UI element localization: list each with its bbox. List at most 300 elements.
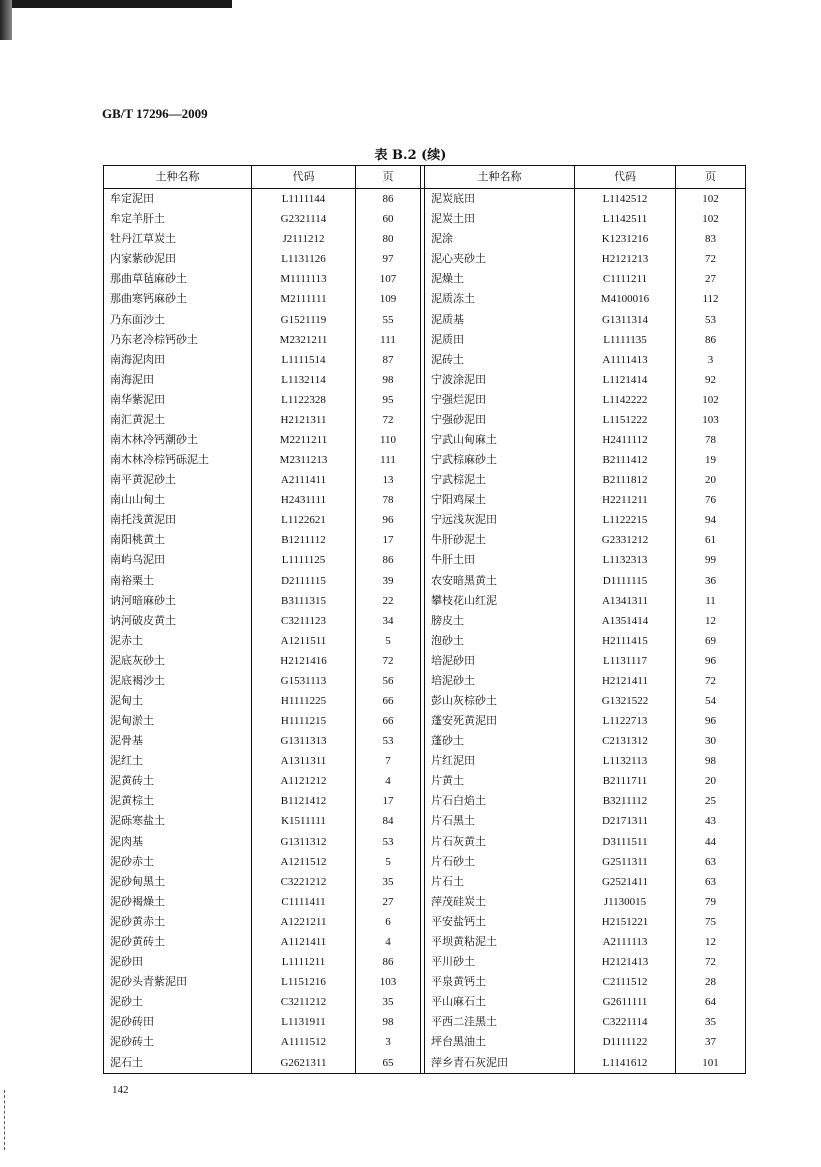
table-row xyxy=(104,1012,746,1032)
scan-edge-bar xyxy=(0,0,232,8)
page-ref-left: 17 xyxy=(356,791,421,811)
page-ref-right: 72 xyxy=(676,249,746,269)
page-ref-left: 86 xyxy=(356,952,421,972)
table-row xyxy=(104,1052,746,1073)
page-ref-right: 112 xyxy=(676,289,746,309)
soil-name-right: 泥心夹砂土 xyxy=(425,249,575,269)
table-row xyxy=(104,229,746,249)
page-ref-right: 54 xyxy=(676,691,746,711)
soil-name-right: 平山麻石土 xyxy=(425,992,575,1012)
page-ref-left: 35 xyxy=(356,872,421,892)
page-ref-left: 3 xyxy=(356,1032,421,1052)
soil-code-right: J1130015 xyxy=(575,892,676,912)
soil-code-right: G2511311 xyxy=(575,852,676,872)
soil-name-right: 泡砂土 xyxy=(425,631,575,651)
page-ref-right: 78 xyxy=(676,430,746,450)
soil-name-left: 泥砂田 xyxy=(104,952,252,972)
header-page-right: 页 xyxy=(676,166,746,189)
page-ref-right: 101 xyxy=(676,1052,746,1073)
page-ref-right: 72 xyxy=(676,671,746,691)
soil-code-right: M4100016 xyxy=(575,289,676,309)
soil-name-left: 牡丹江草炭土 xyxy=(104,229,252,249)
table-row xyxy=(104,651,746,671)
soil-code-right: L1111135 xyxy=(575,330,676,350)
page-ref-left: 66 xyxy=(356,711,421,731)
soil-name-left: 泥赤土 xyxy=(104,631,252,651)
soil-name-right: 片红泥田 xyxy=(425,751,575,771)
page-ref-left: 65 xyxy=(356,1052,421,1073)
binding-margin-marks xyxy=(4,1090,7,1150)
page-ref-left: 53 xyxy=(356,832,421,852)
page-ref-right: 3 xyxy=(676,350,746,370)
page-ref-right: 99 xyxy=(676,550,746,570)
page-ref-left: 17 xyxy=(356,530,421,550)
soil-code-right: H2111415 xyxy=(575,631,676,651)
page-ref-left: 107 xyxy=(356,269,421,289)
soil-code-right: G2331212 xyxy=(575,530,676,550)
page-ref-right: 30 xyxy=(676,731,746,751)
table-row xyxy=(104,450,746,470)
soil-code-left: L1111514 xyxy=(252,350,356,370)
header-name-left: 土种名称 xyxy=(104,166,252,189)
soil-name-right: 宁强烂泥田 xyxy=(425,390,575,410)
soil-name-left: 泥砂头青紫泥田 xyxy=(104,972,252,992)
soil-name-left: 讷河破皮黄土 xyxy=(104,611,252,631)
soil-code-left: A2111411 xyxy=(252,470,356,490)
page-ref-right: 96 xyxy=(676,711,746,731)
page-ref-left: 96 xyxy=(356,510,421,530)
soil-name-right: 宁武棕泥土 xyxy=(425,470,575,490)
soil-name-right: 宁武山甸麻土 xyxy=(425,430,575,450)
table-row xyxy=(104,791,746,811)
page-ref-right: 53 xyxy=(676,309,746,329)
table-row xyxy=(104,289,746,309)
soil-code-left: M1111113 xyxy=(252,269,356,289)
soil-code-right: G1311314 xyxy=(575,309,676,329)
soil-name-right: 宁波涂泥田 xyxy=(425,370,575,390)
page-ref-right: 20 xyxy=(676,470,746,490)
soil-code-right: B3211112 xyxy=(575,791,676,811)
page-ref-right: 43 xyxy=(676,811,746,831)
page-ref-left: 55 xyxy=(356,309,421,329)
page-ref-left: 6 xyxy=(356,912,421,932)
soil-code-right: A1351414 xyxy=(575,611,676,631)
soil-name-left: 乃东老冷棕钙砂土 xyxy=(104,330,252,350)
soil-name-left: 南平黄泥砂土 xyxy=(104,470,252,490)
soil-code-left: M2111111 xyxy=(252,289,356,309)
soil-code-left: G2621311 xyxy=(252,1052,356,1073)
soil-name-right: 泥质基 xyxy=(425,309,575,329)
table-row xyxy=(104,631,746,651)
page-ref-right: 28 xyxy=(676,972,746,992)
page-ref-right: 79 xyxy=(676,892,746,912)
soil-code-right: L1122713 xyxy=(575,711,676,731)
soil-name-right: 牛肝砂泥土 xyxy=(425,530,575,550)
table-row xyxy=(104,189,746,210)
table-row xyxy=(104,771,746,791)
table-row xyxy=(104,731,746,751)
page-ref-left: 13 xyxy=(356,470,421,490)
soil-code-left: A1111512 xyxy=(252,1032,356,1052)
soil-code-left: L1111125 xyxy=(252,550,356,570)
table-row xyxy=(104,952,746,972)
soil-code-right: D2171311 xyxy=(575,811,676,831)
soil-code-left: L1122621 xyxy=(252,510,356,530)
page-ref-right: 102 xyxy=(676,209,746,229)
page-ref-left: 5 xyxy=(356,852,421,872)
soil-code-right: C2111512 xyxy=(575,972,676,992)
soil-name-right: 宁武棕麻砂土 xyxy=(425,450,575,470)
soil-name-left: 南山山甸土 xyxy=(104,490,252,510)
soil-name-right: 平川砂土 xyxy=(425,952,575,972)
page-ref-left: 22 xyxy=(356,591,421,611)
page-ref-left: 66 xyxy=(356,691,421,711)
table-header-row xyxy=(104,166,746,189)
soil-name-right: 攀枝花山红泥 xyxy=(425,591,575,611)
page-ref-right: 102 xyxy=(676,390,746,410)
soil-code-left: L1111211 xyxy=(252,952,356,972)
table-row xyxy=(104,350,746,370)
table-row xyxy=(104,972,746,992)
soil-name-left: 泥砂砖土 xyxy=(104,1032,252,1052)
table-row xyxy=(104,430,746,450)
page-ref-left: 7 xyxy=(356,751,421,771)
table-row xyxy=(104,370,746,390)
page-ref-right: 92 xyxy=(676,370,746,390)
page-ref-left: 4 xyxy=(356,771,421,791)
soil-code-left: A1221211 xyxy=(252,912,356,932)
soil-name-right: 蓬安死黄泥田 xyxy=(425,711,575,731)
soil-code-left: C3211123 xyxy=(252,611,356,631)
soil-code-left: B1211112 xyxy=(252,530,356,550)
soil-name-left: 那曲寒钙麻砂土 xyxy=(104,289,252,309)
soil-name-right: 蓬砂土 xyxy=(425,731,575,751)
table-row xyxy=(104,570,746,590)
table-row xyxy=(104,711,746,731)
soil-name-right: 培泥砂田 xyxy=(425,651,575,671)
table-row xyxy=(104,912,746,932)
soil-name-right: 坪台黑油土 xyxy=(425,1032,575,1052)
soil-name-left: 乃东面沙土 xyxy=(104,309,252,329)
soil-name-left: 南华紫泥田 xyxy=(104,390,252,410)
soil-code-left: M2211211 xyxy=(252,430,356,450)
page-ref-right: 11 xyxy=(676,591,746,611)
page-ref-left: 84 xyxy=(356,811,421,831)
table-row xyxy=(104,330,746,350)
page-ref-right: 83 xyxy=(676,229,746,249)
table-row xyxy=(104,490,746,510)
table-row xyxy=(104,932,746,952)
page-ref-right: 103 xyxy=(676,410,746,430)
table-row xyxy=(104,390,746,410)
soil-code-left: G1311312 xyxy=(252,832,356,852)
page-ref-left: 87 xyxy=(356,350,421,370)
scan-corner-shadow xyxy=(0,0,12,40)
page-ref-right: 27 xyxy=(676,269,746,289)
soil-code-right: H2411112 xyxy=(575,430,676,450)
soil-code-right: L1132113 xyxy=(575,751,676,771)
table-row xyxy=(104,1032,746,1052)
table-row xyxy=(104,209,746,229)
soil-code-left: M2321211 xyxy=(252,330,356,350)
soil-code-right: B2111812 xyxy=(575,470,676,490)
page-ref-right: 64 xyxy=(676,992,746,1012)
table-row xyxy=(104,530,746,550)
soil-name-right: 泥燥土 xyxy=(425,269,575,289)
soil-code-right: A1341311 xyxy=(575,591,676,611)
table-row xyxy=(104,249,746,269)
soil-code-right: L1131117 xyxy=(575,651,676,671)
soil-name-left: 泥砂褐燥土 xyxy=(104,892,252,912)
soil-name-right: 平坝黄粘泥土 xyxy=(425,932,575,952)
soil-code-left: B1121412 xyxy=(252,791,356,811)
soil-name-left: 牟定羊肝土 xyxy=(104,209,252,229)
table-row xyxy=(104,269,746,289)
soil-code-right: L1151222 xyxy=(575,410,676,430)
page-ref-right: 63 xyxy=(676,872,746,892)
header-name-right: 土种名称 xyxy=(425,166,575,189)
soil-code-left: H2121311 xyxy=(252,410,356,430)
page-ref-right: 61 xyxy=(676,530,746,550)
table-row xyxy=(104,470,746,490)
page-ref-right: 19 xyxy=(676,450,746,470)
page-ref-right: 86 xyxy=(676,330,746,350)
table-row xyxy=(104,510,746,530)
page-ref-left: 86 xyxy=(356,550,421,570)
soil-code-right: D3111511 xyxy=(575,832,676,852)
soil-code-right: A1111413 xyxy=(575,350,676,370)
soil-name-right: 宁阳鸡屎土 xyxy=(425,490,575,510)
soil-code-left: G1531113 xyxy=(252,671,356,691)
page-ref-right: 94 xyxy=(676,510,746,530)
soil-code-right: C3221114 xyxy=(575,1012,676,1032)
soil-code-right: L1122215 xyxy=(575,510,676,530)
soil-name-right: 培泥砂土 xyxy=(425,671,575,691)
page-ref-right: 76 xyxy=(676,490,746,510)
soil-name-right: 牛肝土田 xyxy=(425,550,575,570)
table-row xyxy=(104,811,746,831)
page-ref-right: 75 xyxy=(676,912,746,932)
soil-name-left: 讷河暗麻砂土 xyxy=(104,591,252,611)
page-ref-right: 35 xyxy=(676,1012,746,1032)
page-number: 142 xyxy=(112,1084,129,1096)
page-ref-left: 53 xyxy=(356,731,421,751)
soil-name-left: 泥砂土 xyxy=(104,992,252,1012)
soil-code-left: H2121416 xyxy=(252,651,356,671)
standard-number: GB/T 17296—2009 xyxy=(102,106,208,121)
page-ref-right: 63 xyxy=(676,852,746,872)
soil-code-left: L1122328 xyxy=(252,390,356,410)
page-ref-left: 110 xyxy=(356,430,421,450)
soil-code-left: C3211212 xyxy=(252,992,356,1012)
table-body xyxy=(104,189,746,1074)
soil-code-right: G2521411 xyxy=(575,872,676,892)
soil-name-left: 泥砂赤土 xyxy=(104,852,252,872)
soil-code-left: G2321114 xyxy=(252,209,356,229)
header-code-right: 代码 xyxy=(575,166,676,189)
page-ref-left: 111 xyxy=(356,330,421,350)
soil-name-right: 片石白焰土 xyxy=(425,791,575,811)
soil-code-right: H2151221 xyxy=(575,912,676,932)
soil-code-right: L1142512 xyxy=(575,189,676,210)
soil-name-right: 宁远浅灰泥田 xyxy=(425,510,575,530)
soil-name-right: 萍茂硅炭土 xyxy=(425,892,575,912)
table-row xyxy=(104,892,746,912)
soil-name-left: 泥黄棕土 xyxy=(104,791,252,811)
soil-name-left: 泥砂甸黑土 xyxy=(104,872,252,892)
soil-name-left: 泥红土 xyxy=(104,751,252,771)
header-code-left: 代码 xyxy=(252,166,356,189)
soil-code-left: H2431111 xyxy=(252,490,356,510)
page-ref-left: 86 xyxy=(356,189,421,210)
soil-code-right: B2111711 xyxy=(575,771,676,791)
page-ref-left: 56 xyxy=(356,671,421,691)
page-ref-left: 109 xyxy=(356,289,421,309)
soil-name-right: 泥砖土 xyxy=(425,350,575,370)
soil-name-left: 内家紫砂泥田 xyxy=(104,249,252,269)
page-ref-left: 35 xyxy=(356,992,421,1012)
soil-code-right: G1321522 xyxy=(575,691,676,711)
soil-name-right: 片石灰黄土 xyxy=(425,832,575,852)
soil-name-left: 泥底灰砂土 xyxy=(104,651,252,671)
soil-code-right: L1121414 xyxy=(575,370,676,390)
page-ref-left: 5 xyxy=(356,631,421,651)
soil-code-left: L1111144 xyxy=(252,189,356,210)
soil-code-right: L1142222 xyxy=(575,390,676,410)
soil-code-left: A1121212 xyxy=(252,771,356,791)
page-ref-left: 98 xyxy=(356,1012,421,1032)
page-ref-left: 4 xyxy=(356,932,421,952)
soil-code-right: L1132313 xyxy=(575,550,676,570)
soil-name-left: 泥骨基 xyxy=(104,731,252,751)
soil-name-right: 泥炭底田 xyxy=(425,189,575,210)
page-ref-right: 72 xyxy=(676,952,746,972)
soil-code-left: L1131911 xyxy=(252,1012,356,1032)
soil-name-left: 南阳桃黄土 xyxy=(104,530,252,550)
soil-name-left: 泥甸淤土 xyxy=(104,711,252,731)
soil-name-right: 片石砂土 xyxy=(425,852,575,872)
page-ref-left: 27 xyxy=(356,892,421,912)
soil-code-right: A2111113 xyxy=(575,932,676,952)
soil-code-left: M2311213 xyxy=(252,450,356,470)
page-ref-right: 69 xyxy=(676,631,746,651)
page-ref-right: 25 xyxy=(676,791,746,811)
soil-name-left: 泥砂砖田 xyxy=(104,1012,252,1032)
page-ref-right: 20 xyxy=(676,771,746,791)
table-caption: 表 B.2 (续) xyxy=(374,148,447,163)
soil-code-left: C3221212 xyxy=(252,872,356,892)
soil-code-right: L1142511 xyxy=(575,209,676,229)
soil-code-left: L1131126 xyxy=(252,249,356,269)
soil-name-right: 泥炭土田 xyxy=(425,209,575,229)
soil-name-left: 南裕栗土 xyxy=(104,570,252,590)
soil-code-left: L1132114 xyxy=(252,370,356,390)
soil-name-right: 平西二洼黑土 xyxy=(425,1012,575,1032)
page-ref-right: 98 xyxy=(676,751,746,771)
soil-name-left: 南托浅黄泥田 xyxy=(104,510,252,530)
soil-name-right: 片石土 xyxy=(425,872,575,892)
soil-name-left: 泥砂黄赤土 xyxy=(104,912,252,932)
page-ref-left: 72 xyxy=(356,410,421,430)
table-row xyxy=(104,832,746,852)
table-row xyxy=(104,550,746,570)
soil-code-left: H1111225 xyxy=(252,691,356,711)
soil-name-left: 南汇黄泥土 xyxy=(104,410,252,430)
soil-code-left: A1211511 xyxy=(252,631,356,651)
soil-code-right: L1141612 xyxy=(575,1052,676,1073)
soil-name-left: 泥底褐沙土 xyxy=(104,671,252,691)
table-row xyxy=(104,410,746,430)
soil-name-left: 泥肉基 xyxy=(104,832,252,852)
soil-name-right: 彭山灰棕砂土 xyxy=(425,691,575,711)
soil-code-left: G1311313 xyxy=(252,731,356,751)
soil-name-right: 泥质田 xyxy=(425,330,575,350)
soil-code-left: D2111115 xyxy=(252,570,356,590)
soil-name-left: 南海泥田 xyxy=(104,370,252,390)
page-ref-left: 34 xyxy=(356,611,421,631)
soil-name-left: 泥砂黄砖土 xyxy=(104,932,252,952)
soil-code-right: K1231216 xyxy=(575,229,676,249)
header-page-left: 页 xyxy=(356,166,421,189)
page-ref-left: 97 xyxy=(356,249,421,269)
table-row xyxy=(104,611,746,631)
table-row xyxy=(104,992,746,1012)
page-ref-right: 12 xyxy=(676,611,746,631)
table-row xyxy=(104,309,746,329)
soil-name-left: 南木林冷棕钙砾泥土 xyxy=(104,450,252,470)
table-row xyxy=(104,691,746,711)
soil-code-left: J2111212 xyxy=(252,229,356,249)
page-ref-right: 44 xyxy=(676,832,746,852)
soil-code-right: C2131312 xyxy=(575,731,676,751)
soil-code-right: B2111412 xyxy=(575,450,676,470)
page-ref-right: 102 xyxy=(676,189,746,210)
soil-name-right: 泥涂 xyxy=(425,229,575,249)
soil-code-left: A1211512 xyxy=(252,852,356,872)
soil-name-left: 南屿乌泥田 xyxy=(104,550,252,570)
soil-name-right: 平泉黄钙土 xyxy=(425,972,575,992)
soil-name-left: 泥黄砖土 xyxy=(104,771,252,791)
soil-code-left: C1111411 xyxy=(252,892,356,912)
soil-name-left: 牟定泥田 xyxy=(104,189,252,210)
soil-code-right: C1111211 xyxy=(575,269,676,289)
soil-name-left: 南海泥肉田 xyxy=(104,350,252,370)
soil-name-right: 膀皮土 xyxy=(425,611,575,631)
soil-code-left: A1311311 xyxy=(252,751,356,771)
soil-code-left: H1111215 xyxy=(252,711,356,731)
soil-name-left: 南木林冷钙潮砂土 xyxy=(104,430,252,450)
page-ref-left: 103 xyxy=(356,972,421,992)
soil-code-left: K1511111 xyxy=(252,811,356,831)
soil-code-right: H2121213 xyxy=(575,249,676,269)
soil-code-right: H2121413 xyxy=(575,952,676,972)
soil-code-left: G1521119 xyxy=(252,309,356,329)
soil-name-left: 那曲草毡麻砂土 xyxy=(104,269,252,289)
soil-code-left: A1121411 xyxy=(252,932,356,952)
page-ref-left: 111 xyxy=(356,450,421,470)
soil-code-right: D1111115 xyxy=(575,570,676,590)
soil-code-right: D1111122 xyxy=(575,1032,676,1052)
soil-index-table xyxy=(103,165,746,1074)
soil-code-right: G2611111 xyxy=(575,992,676,1012)
page-ref-right: 96 xyxy=(676,651,746,671)
page-ref-right: 37 xyxy=(676,1032,746,1052)
soil-code-right: H2211211 xyxy=(575,490,676,510)
table-row xyxy=(104,852,746,872)
soil-name-left: 泥甸土 xyxy=(104,691,252,711)
page-ref-left: 98 xyxy=(356,370,421,390)
table-row xyxy=(104,872,746,892)
